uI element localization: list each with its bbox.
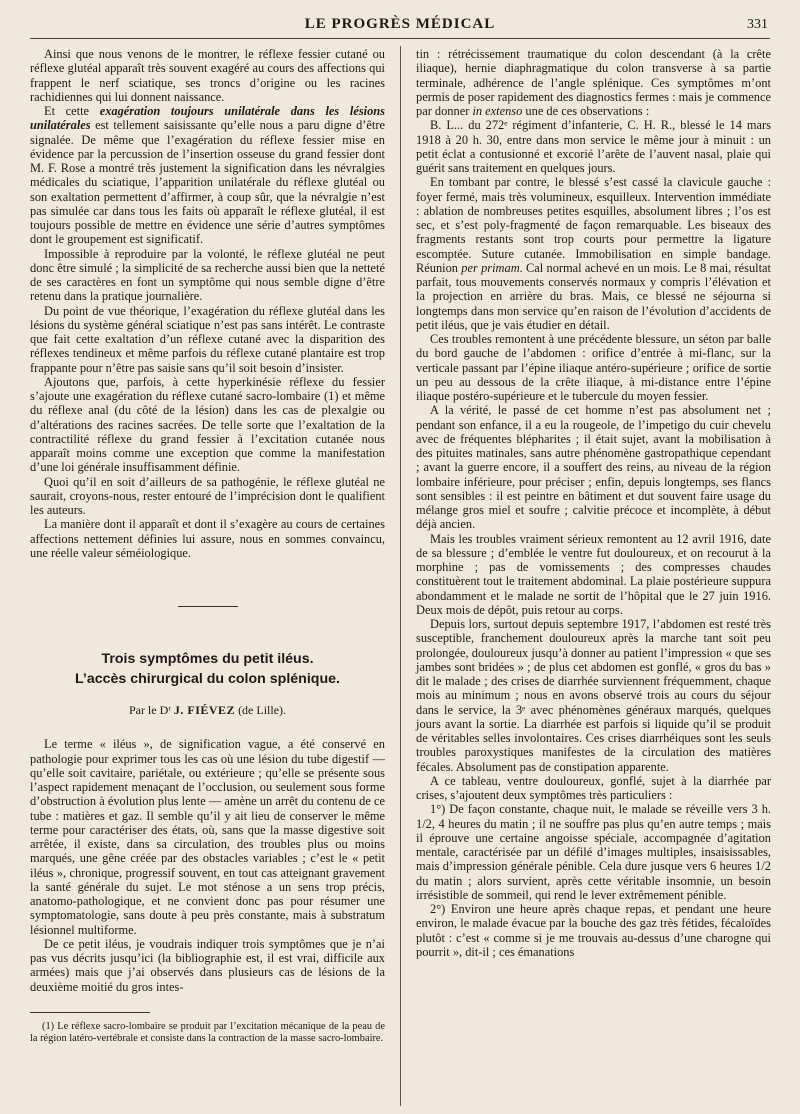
paragraph: Mais les troubles vraiment sérieux remontent au 12 avril 1916, date de sa blessure ; d’emblée le ventre fut douloureux, et on recourut à la morphine ; pas de vomissements ; des compresses chaudes constituèrent tout le traitement abdominal. La plaie postérieure suppura abondamment et le malade ne sortit de l’hôpital que le 27 juin 1916. Deux mois de dépôt, puis retour au corps. [416, 531, 771, 617]
page-number: 331 [747, 17, 768, 32]
paragraph: Ajoutons que, parfois, à cette hyperkinésie réflexe du fessier s’ajoute une exagération du réflexe cutané sacro-lombaire (1) et même du réflexe anal (du côté de la lésion) dans les cas de plexalgie ou d’altérations des racines sacrées. De telle sorte que l’exaltation de la contractilité réflexe du grand fessier à l’excitation cutanée nous apparaît moins comme une exception que comme la manifestation d’une loi générale insuffisamment définie. [30, 374, 385, 475]
byline [30, 703, 385, 717]
paragraph: A la vérité, le passé de cet homme n’est pas absolument net ; pendant son enfance, il a eu la rougeole, de l’impetigo du cuir chevelu avec de fréquentes blépharites ; il était sujet, avant la mobilisation à des pituites matinales, sans autre phénomène gastropathique cependant ; avant la guerre encore, il a souffert des reins, au niveau de la région lombaire inférieure, pour préciser ; enfin, depuis longtemps, ses flancs sont sensibles : il est peintre en bâtiment et dut souvent faire usage du mélange gros miel et soufre ; calvitie précoce et incomplète, à début déjà ancien. [416, 403, 771, 532]
paragraph: A ce tableau, ventre douloureux, gonflé, sujet à la diarrhée par crises, s’ajoutent deux symptômes très particuliers : [416, 773, 771, 802]
paragraph: Le terme « iléus », de signification vague, a été conservé en pathologie pour exprimer tous les cas où une lésion du tube digestif — qu’elle soit cavitaire, pariétale, ou extérieure ; qu’elle se présente sous l’aspect rapidement menaçant de l’occlusion, ou seulement sous forme d’obstruction à évolution plus lente — amène un arrêt du contenu de ce tube : matières et gaz. Il semble qu’il y ait lieu de conserver le même terme pour caractériser des états, où, sans que la masse digestive soit arrêtée, il existe, dans sa circulation, des troubles plus ou moins marqués, une gêne créée par des obstacles variables ; c’est le « petit iléus », chronique, progressif souvent, en tout cas atteignant gravement la santé générale du sujet. Le mot sténose a un sens trop précis, anatomo-pathologique, et ne convient donc pas pour résumer une symptomatologie, sans doute à peu près constante, mais à substratum lésionnel multiforme. [30, 737, 385, 937]
paragraph [30, 104, 385, 247]
text-run: En tombant par contre, le blessé s’est cassé la clavicule gauche : foyer fermé, mais très volumineux, esquilleux. Intervention immédiate : ablation de nombreuses petites esquilles, absolument libres ; l’os est sec, et s’est poly-fragmenté de façon remarquable. Les biseaux des fragments restants sont trop courts pour permettre la ligature escomptée. Suture cutanée. Immobilisation en simple bandage. Réunion [416, 175, 771, 275]
emphasis-text: per primam [461, 260, 520, 275]
text-run: . Cal normal achevé en un mois. Le 8 mai, résultat parfait, tous mouvements conservés normaux y compris l’élévation et la projection en arrière du bras. Mais, ce blessé ne séjourna si longtemps dans mon service qu’en raison de l’évolution d’accidents de petit iléus, que je vais étudier en détail. [416, 260, 771, 332]
text-run: est tellement saisissante qu’elle nous a paru digne d’être signalée. De même que l’exagération du réflexe fessier mise en évidence par la percussion de l’insertion osseuse du grand fessier dont M. F. Rose a montré très justement la signification dans les névralgies médicales du sciatique, l’apparition unilatérale du réflexe glutéal ou son exaltation permettent d’affirmer, à coup sûr, que la névralgie n’est pas simulée car dans tous les faits où apparaît le réflexe glutéal, il est toujours possible de mettre en évidence une série d’autres symptômes dont le groupement est significatif. [30, 118, 385, 247]
paragraph: Ces troubles remontent à une précédente blessure, un séton par balle du bord gauche de l’abdomen : orifice d’entrée à mi-flanc, sur la verticale passant par l’épine iliaque antéro-supérieure ; orifice de sortie un peu au dessous de la crête iliaque, à mi-distance entre l’épine iliaque postéro-supérieure et le tubercule du moyen fessier. [416, 332, 771, 403]
paragraph: Impossible à reproduire par la volonté, le réflexe glutéal ne peut donc être simulé ; la simplicité de sa recherche aussi bien que la netteté de ses caractères en font un symptôme qui nous semble digne d’être retenu dans la pratique journalière. [30, 246, 385, 304]
paragraph: Quoi qu’il en soit d’ailleurs de sa pathogénie, le réflexe glutéal ne saurait, croyons-nous, rester entouré de l’imprécision dont le qualifient les auteurs. [30, 474, 385, 517]
footnote-rule [30, 1012, 150, 1013]
paragraph [416, 175, 771, 332]
paragraph: Depuis lors, surtout depuis septembre 1917, l’abdomen est resté très susceptible, franchement douloureux après la marche tant soit peu prolongée, douloureux jusqu’à donner au patient l’impression « que ses jambes sont bridées » ; de plus cet abdomen est gonflé, « gros du bas » dit le malade ; des crises de diarrhée surviennent fréquemment, chaque mois au minimum ; nous en avons observé trois au cours du séjour dans le service, la 3ᵉ avec phénomènes généraux marqués, quelques jours avant la sortie. La diarrhée est parfois si liquide qu’il se produit de véritables selles involontaires. Ces crises diarrhéiques sont les seuls troubles paroxystiques manifestes de la circulation des matières fécales. Absolument pas de constipation apparente. [416, 617, 771, 774]
paragraph: Ainsi que nous venons de le montrer, le réflexe fessier cutané ou réflexe glutéal apparaît très souvent exagéré au cours des affections qui frappent le nerf sciatique, ses troncs d’origine ou les racines rachidiennes qui lui donnent naissance. [30, 47, 385, 104]
page-header [30, 12, 770, 39]
section-separator [178, 606, 238, 607]
left-column [30, 47, 385, 1045]
running-title: LE PROGRÈS MÉDICAL [304, 16, 496, 32]
text-run: Et cette [44, 104, 100, 118]
text-run: tin : rétrécissement traumatique du colon descendant (à la crête iliaque), hernie diaphragmatique du colon transverse à sa partie terminale, adhérence de l’angle splénique. Ces symptômes m’ont permis de poser rapidement des diagnostics fermes : mais je commence par donner [416, 47, 771, 118]
paragraph: 1°) De façon constante, chaque nuit, le malade se réveille vers 3 h. 1/2, 4 heures du matin ; il ne souffre pas plus qu’en autre temps ; mais il éprouve une certaine angoisse spéciale, accompagnée d’agitation mentale, caractérisée par un défilé d’images multiples, insaisissables, mais d’impression générale pénible. Cela dure jusque vers 6 heures 1/2 du matin ; alors survient, après cette véritable insomnie, un besoin irrésistible de sommeil, qui rend le lever extrêmement pénible. [416, 802, 771, 902]
footnote: (1) Le réflexe sacro-lombaire se produit par l’excitation mécanique de la peau de la région latéro-vertébrale et consiste dans la contraction de la masse sacro-lombaire. [30, 1020, 385, 1044]
article-title-line-2: L’accès chirurgical du colon splénique. [75, 671, 340, 687]
paragraph: De ce petit iléus, je voudrais indiquer trois symptômes que je n’ai pas vus décrits jusqu’ici (la bibliographie est, il est vrai, difficile aux armées) mais que j’ai observés dans plusieurs cas de lésions de la deuxième moitié du gros intes- [30, 936, 385, 994]
text-run: une de ces observations : [522, 104, 650, 118]
article-title-line-1: Trois symptômes du petit iléus. [101, 651, 314, 667]
byline-prefix: Par le Dʳ [128, 703, 171, 717]
emphasis-text: exagération toujours unilatérale dans les lésions unilatérales [30, 104, 385, 133]
right-column [416, 47, 771, 959]
byline-author: J. FIÉVEZ [173, 703, 236, 717]
paragraph: La manière dont il apparaît et dont il s’exagère au cours de certaines affections nettement définies lui assure, nous en sommes convaincu, une réelle valeur séméiologique. [30, 517, 385, 560]
byline-suffix: (de Lille). [238, 703, 287, 717]
emphasis-text: in extenso [472, 104, 523, 118]
paragraph: 2°) Environ une heure après chaque repas, et pendant une heure environ, le malade évacue par la bouche des gaz très fétides, fécaloïdes plutôt : c’est « comme si je me trouvais au-dessus d’une charogne qui pourrit », dit-il ; ces émanations [416, 902, 771, 959]
column-divider [400, 46, 401, 1106]
paragraph [416, 47, 771, 118]
paragraph: B. L... du 272ᵉ régiment d’infanterie, C. H. R., blessé le 14 mars 1918 à 20 h. 30, entre dans mon service le même jour à minuit : un petit éclat a contusionné et excorié l’arête de l’auvent nasal, plaie qui guérit sans traitement en quelques jours. [416, 118, 771, 175]
paragraph: Du point de vue théorique, l’exagération du réflexe glutéal dans les lésions du système général sciatique n’est pas sans intérêt. Le contraste que fait cette exaltation d’un réflexe cutané avec la disparition des réflexes tendineux et même parfois du réflexe cutané plantaire est trop frappante pour n’être pas saisie sans qu’il soit besoin d’insister. [30, 303, 385, 375]
